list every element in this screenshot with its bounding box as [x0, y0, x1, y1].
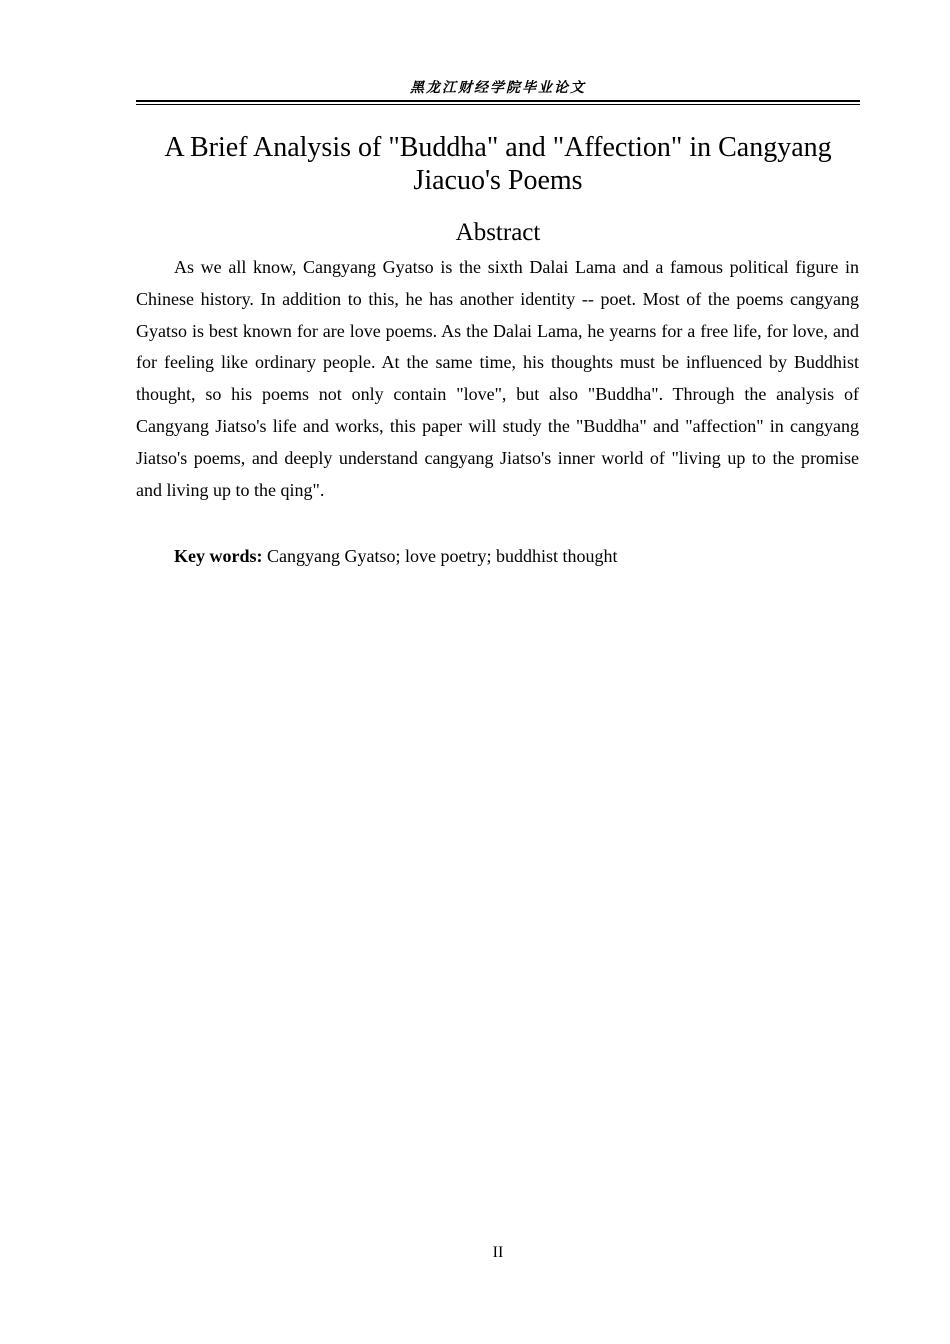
keywords-text: Cangyang Gyatso; love poetry; buddhist thought [267, 546, 618, 566]
header-rule-thick [136, 100, 860, 102]
paper-title: A Brief Analysis of "Buddha" and "Affection" in Cangyang Jiacuo's Poems [164, 132, 832, 196]
abstract-body: As we all know, Cangyang Gyatso is the sixth Dalai Lama and a famous political figure in Chinese history. In addition to this, he has another identity -- poet. Most of the poems cangyang Gyatso is best known for are love poems. As the Dalai Lama, he yearns for a free life, for love, and for feeling like ordinary people. At the same time, his thoughts must be influenced by Buddhist thought, so his poems not only contain "love", but also "Buddha". Through the analysis of Cangyang Jiatso's life and works, this paper will study the "Buddha" and "affection" in cangyang Jiatso's poems, and deeply understand cangyang Jiatso's inner world of "living up to the promise and living up to the qing". [136, 257, 859, 500]
keywords-label: Key words: [174, 546, 263, 566]
abstract-heading: Abstract [455, 219, 541, 246]
header-rule-thin [136, 104, 860, 105]
running-header: 黑龙江财经学院毕业论文 [410, 80, 586, 96]
keywords-line [136, 542, 859, 570]
page-number: II [492, 1244, 504, 1261]
